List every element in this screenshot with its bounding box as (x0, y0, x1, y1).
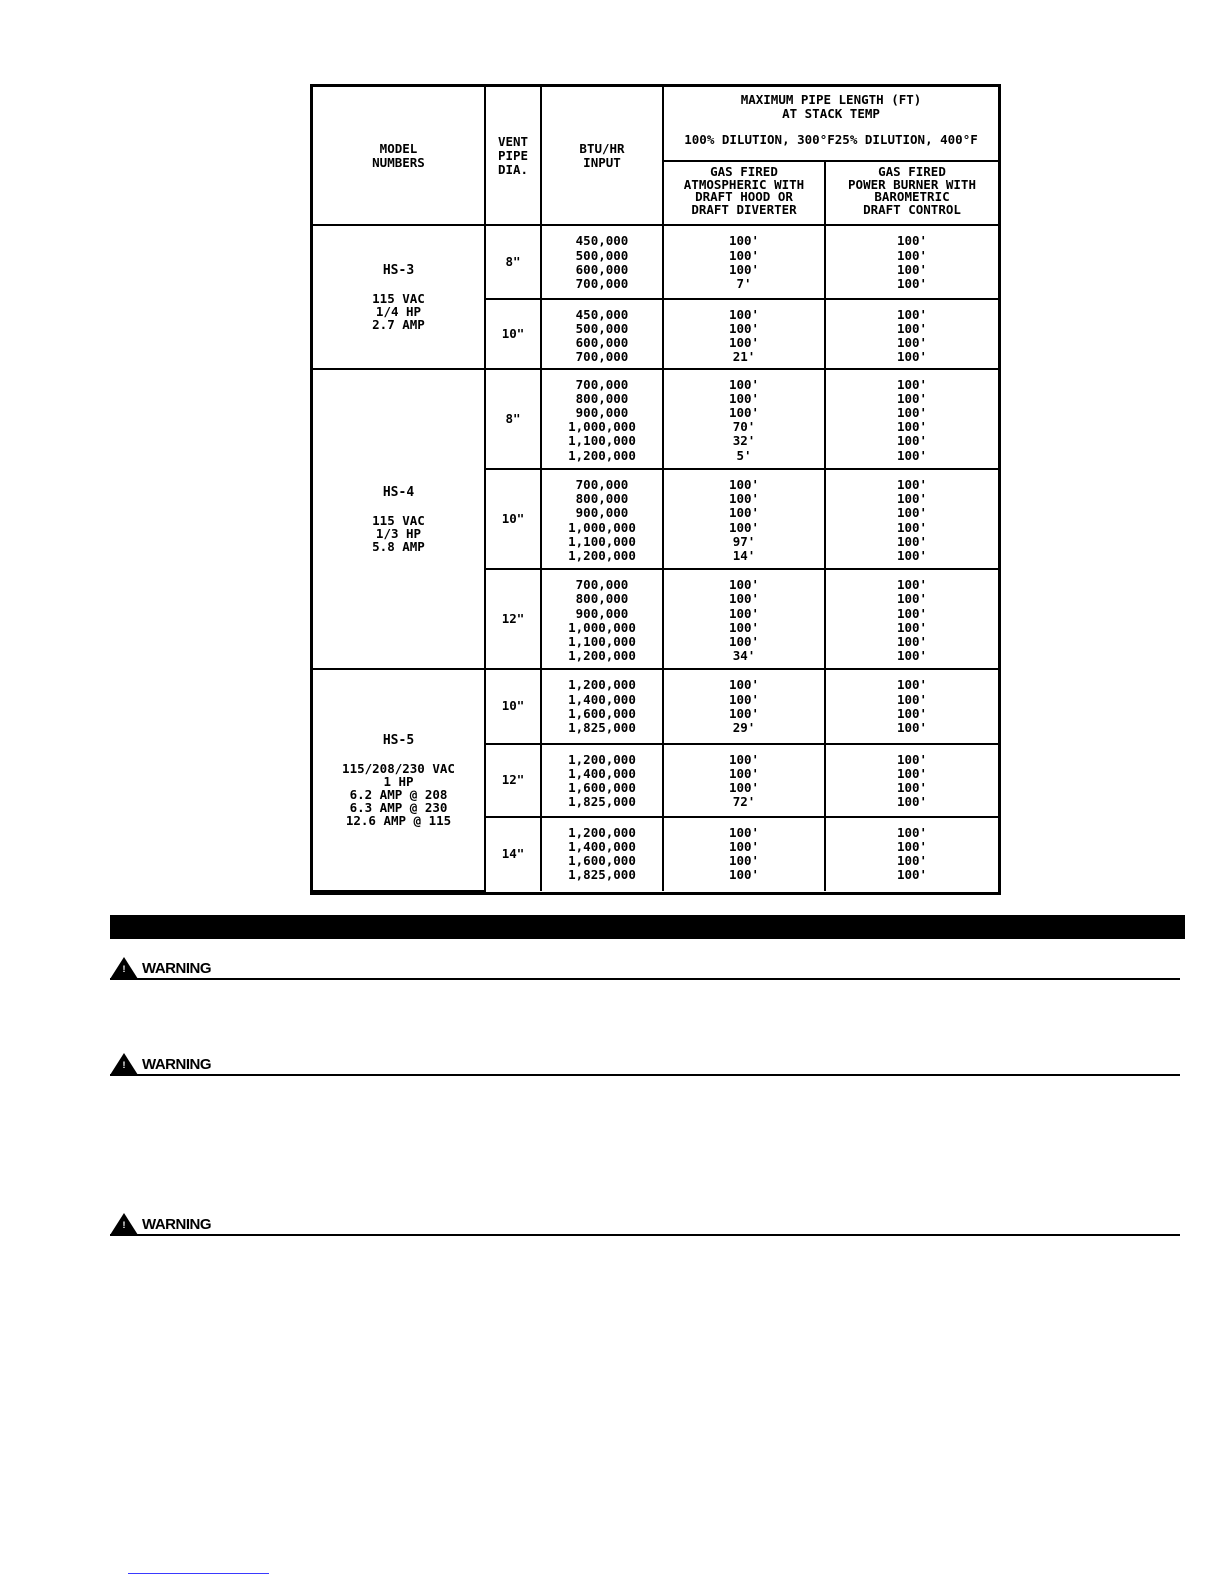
table-value: 100' (728, 405, 760, 421)
atmospheric-length-cell (663, 669, 825, 743)
table-value: 1,100,000 (568, 533, 636, 549)
header-dilution: 100% DILUTION, 300°F25% DILUTION, 400°F (684, 132, 978, 147)
table-value: 32' (732, 433, 756, 449)
table-value: 100' (728, 476, 760, 492)
table-value: 100' (896, 677, 928, 693)
vent-dia-cell: 8" (485, 225, 541, 298)
table-value: 1,600,000 (568, 705, 636, 721)
table-row (313, 225, 998, 298)
table-value: 100' (728, 491, 760, 507)
table-value: 7' (736, 275, 752, 291)
table-value: 100' (728, 577, 760, 593)
header-max-pipe-length: MAXIMUM PIPE LENGTH (FT) AT STACK TEMP 100% DILUTION, 300°F25% DILUTION, 400°F (663, 87, 998, 161)
header-power-burner: GAS FIRED POWER BURNER WITH BAROMETRIC DRAFT CONTROL (825, 161, 998, 225)
power-burner-length-cell (825, 569, 998, 669)
model-spec: 1/4 HP (375, 303, 422, 319)
table-value: 450,000 (575, 233, 629, 249)
btu-input-cell (541, 744, 663, 817)
model-name: HS-4 (382, 484, 415, 500)
table-value: 100' (728, 591, 760, 607)
table-value: 100' (896, 405, 928, 421)
vent-dia-cell: 14" (485, 817, 541, 891)
table-value: 1,200,000 (568, 447, 636, 463)
table-value: 100' (728, 261, 760, 277)
table-value: 600,000 (575, 334, 629, 350)
model-name: HS-5 (382, 732, 415, 748)
table-value: 100' (728, 233, 760, 249)
model-spec: 6.3 AMP @ 230 (349, 799, 448, 815)
table-value: 100' (896, 633, 928, 649)
table-value: 70' (732, 419, 756, 435)
table-value: 1,200,000 (568, 648, 636, 664)
table-value: 100' (896, 691, 928, 707)
table-value: 100' (728, 376, 760, 392)
table-value: 700,000 (575, 476, 629, 492)
model-cell (313, 225, 485, 368)
table-value: 100' (896, 519, 928, 535)
table-value: 100' (896, 505, 928, 521)
vent-dia-cell: 10" (485, 669, 541, 743)
btu-input-cell (541, 569, 663, 669)
table-value: 1,000,000 (568, 419, 636, 435)
warning-label: WARNING (142, 960, 211, 977)
table-value: 97' (732, 533, 756, 549)
btu-input-cell (541, 817, 663, 891)
atmospheric-length-cell (663, 569, 825, 669)
table-value: 34' (732, 648, 756, 664)
table-value: 21' (732, 349, 756, 365)
table-value: 100' (728, 691, 760, 707)
vent-dia-cell: 10" (485, 299, 541, 369)
model-spec: 115/208/230 VAC (342, 760, 455, 776)
table-value: 1,600,000 (568, 853, 636, 869)
table-value: 800,000 (575, 491, 629, 507)
btu-input-cell (541, 669, 663, 743)
table-value: 1,100,000 (568, 433, 636, 449)
header-vent-pipe-dia: VENT PIPE DIA. (485, 87, 541, 225)
table-value: 100' (896, 605, 928, 621)
table-value: 100' (896, 376, 928, 392)
table-value: 100' (728, 705, 760, 721)
atmospheric-length-cell (663, 817, 825, 891)
vent-pipe-table (310, 84, 1001, 895)
warning-heading: ! WARNING (110, 954, 1180, 980)
table-value: 100' (896, 867, 928, 883)
model-spec: 115 VAC (372, 512, 425, 528)
atmospheric-length-cell (663, 369, 825, 469)
model-spec: 6.2 AMP @ 208 (349, 786, 448, 802)
model-cell (313, 669, 485, 891)
table-value: 100' (728, 677, 760, 693)
table-value: 100' (896, 824, 928, 840)
table-value: 900,000 (575, 605, 629, 621)
table-value: 100' (896, 349, 928, 365)
table-value: 100' (728, 605, 760, 621)
table-value: 100' (728, 867, 760, 883)
table-value: 100' (896, 838, 928, 854)
model-spec: 1/3 HP (375, 525, 422, 541)
table-value: 900,000 (575, 405, 629, 421)
table-value: 1,825,000 (568, 794, 636, 810)
table-value: 100' (728, 853, 760, 869)
table-value: 500,000 (575, 247, 629, 263)
btu-input-cell (541, 469, 663, 569)
table-value: 100' (896, 648, 928, 664)
table-value: 100' (896, 719, 928, 735)
table-value: 100' (896, 233, 928, 249)
model-cell (313, 369, 485, 670)
table-value: 900,000 (575, 505, 629, 521)
atmospheric-length-cell (663, 744, 825, 817)
table-value: 1,825,000 (568, 719, 636, 735)
power-burner-length-cell (825, 669, 998, 743)
table-value: 1,200,000 (568, 824, 636, 840)
table-value: 450,000 (575, 306, 629, 322)
power-burner-length-cell (825, 744, 998, 817)
header-atmospheric: GAS FIRED ATMOSPHERIC WITH DRAFT HOOD OR DRAFT DIVERTER (663, 161, 825, 225)
table-value: 100' (896, 247, 928, 263)
table-value: 100' (728, 619, 760, 635)
table-value: 100' (728, 306, 760, 322)
table-value: 100' (728, 390, 760, 406)
atmospheric-length-cell (663, 469, 825, 569)
table-value: 100' (896, 433, 928, 449)
table-value: 100' (728, 751, 760, 767)
table-value: 700,000 (575, 376, 629, 392)
table-value: 100' (896, 275, 928, 291)
table-value: 100' (728, 505, 760, 521)
table-value: 700,000 (575, 349, 629, 365)
table-value: 100' (896, 419, 928, 435)
table-value: 100' (896, 334, 928, 350)
table-value: 100' (728, 519, 760, 535)
table-value: 100' (896, 765, 928, 781)
table-value: 100' (728, 334, 760, 350)
model-spec: 1 HP (383, 773, 414, 789)
table-value: 5' (736, 447, 752, 463)
table-value: 100' (896, 547, 928, 563)
vent-dia-cell: 12" (485, 569, 541, 669)
table-value: 100' (896, 779, 928, 795)
table-value: 100' (896, 591, 928, 607)
power-burner-length-cell (825, 817, 998, 891)
table-value: 100' (896, 794, 928, 810)
table-value: 1,400,000 (568, 765, 636, 781)
vent-dia-cell: 12" (485, 744, 541, 817)
power-burner-length-cell (825, 225, 998, 298)
table-value: 100' (896, 390, 928, 406)
table-value: 1,600,000 (568, 779, 636, 795)
table-value: 100' (896, 751, 928, 767)
header-model-numbers: MODEL NUMBERS (313, 87, 485, 225)
model-spec: 5.8 AMP (372, 538, 425, 554)
table-value: 100' (896, 577, 928, 593)
table-value: 100' (728, 633, 760, 649)
section-header-bar (110, 915, 1185, 939)
table-row (313, 669, 998, 743)
table-value: 1,400,000 (568, 691, 636, 707)
table-value: 29' (732, 719, 756, 735)
table-value: 100' (728, 824, 760, 840)
table-value: 1,200,000 (568, 547, 636, 563)
footer-link-underline[interactable] (128, 1573, 269, 1574)
warning-heading: ! WARNING (110, 1050, 1180, 1076)
table-value: 1,200,000 (568, 677, 636, 693)
atmospheric-length-cell (663, 225, 825, 298)
table-value: 700,000 (575, 275, 629, 291)
table-value: 100' (896, 447, 928, 463)
table-value: 1,100,000 (568, 633, 636, 649)
model-name: HS-3 (382, 262, 415, 278)
table-value: 72' (732, 794, 756, 810)
warning-label: WARNING (142, 1056, 211, 1073)
table-value: 100' (896, 619, 928, 635)
table-value: 100' (728, 765, 760, 781)
table-value: 800,000 (575, 390, 629, 406)
table-value: 100' (896, 705, 928, 721)
table-value: 100' (896, 476, 928, 492)
table-value: 1,200,000 (568, 751, 636, 767)
vent-dia-cell: 8" (485, 369, 541, 469)
table-value: 14' (732, 547, 756, 563)
btu-input-cell (541, 369, 663, 469)
power-burner-length-cell (825, 299, 998, 369)
table-value: 100' (896, 533, 928, 549)
table-value: 1,000,000 (568, 519, 636, 535)
model-spec: 115 VAC (372, 290, 425, 306)
atmospheric-length-cell (663, 299, 825, 369)
table-value: 1,825,000 (568, 867, 636, 883)
table-row (313, 369, 998, 469)
table-value: 800,000 (575, 591, 629, 607)
table-value: 100' (728, 779, 760, 795)
table-value: 100' (896, 320, 928, 336)
table-value: 1,400,000 (568, 838, 636, 854)
header-btu-input: BTU/HR INPUT (541, 87, 663, 225)
table-value: 100' (728, 320, 760, 336)
table-value: 100' (896, 306, 928, 322)
warning-heading: ! WARNING (110, 1210, 1180, 1236)
table-value: 700,000 (575, 577, 629, 593)
btu-input-cell (541, 299, 663, 369)
table-value: 100' (896, 261, 928, 277)
power-burner-length-cell (825, 369, 998, 469)
vent-dia-cell: 10" (485, 469, 541, 569)
table-value: 100' (896, 491, 928, 507)
table-value: 100' (728, 247, 760, 263)
table-value: 100' (728, 838, 760, 854)
table-value: 500,000 (575, 320, 629, 336)
table-value: 100' (896, 853, 928, 869)
warning-label: WARNING (142, 1216, 211, 1233)
power-burner-length-cell (825, 469, 998, 569)
model-spec: 2.7 AMP (372, 316, 425, 332)
btu-input-cell (541, 225, 663, 298)
model-spec: 12.6 AMP @ 115 (345, 812, 452, 828)
table-value: 600,000 (575, 261, 629, 277)
table-value: 1,000,000 (568, 619, 636, 635)
